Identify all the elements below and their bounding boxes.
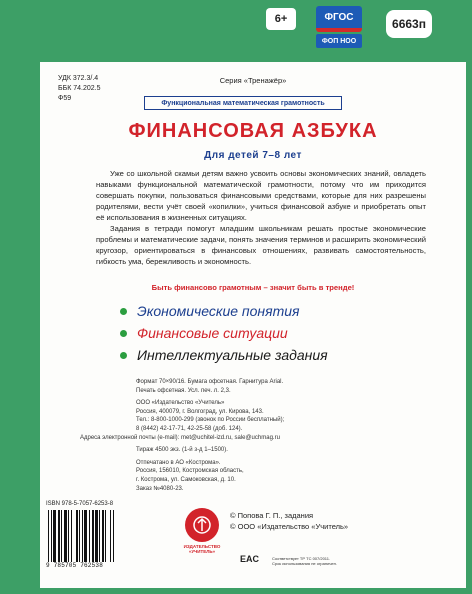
- bullet-dot-icon: [120, 330, 127, 337]
- barcode-bar: [76, 510, 78, 562]
- barcode-bar: [82, 510, 83, 562]
- barcode-bar: [58, 510, 60, 562]
- description-paragraph: Задания в тетради помогут младшим школьникам решать простые экономические проблемы и математические задачи, понять значения терминов и расширить экономический кругозор, ориентироваться в финансовых отношениях, развивать самостоятельность, гибкость ума, бережливость и экономность.: [96, 224, 426, 266]
- series-label: Серия «Тренажёр»: [219, 76, 287, 85]
- imprint-phone: 8 (8442) 42-17-71, 42-25-58 (доб. 124).: [136, 425, 243, 432]
- imprint-order: Заказ №4080-23.: [136, 485, 184, 492]
- barcode-digits: 9 785705 762538: [46, 562, 104, 569]
- barcode-bar: [113, 510, 114, 562]
- bullet-dot-icon: [120, 352, 127, 359]
- copyright-line: © ООО «Издательство «Учитель»: [230, 522, 349, 531]
- barcode-bar: [92, 510, 94, 562]
- cert-line: Соответствует ТР ТС 007/2011.: [272, 556, 331, 561]
- topic-item: [120, 300, 420, 322]
- barcode-bar: [79, 510, 80, 562]
- barcode-bar: [105, 510, 106, 562]
- fgos-label: ФГОС: [316, 6, 362, 32]
- publisher-emblem-icon: [185, 508, 219, 542]
- eac-mark-icon: EAC: [240, 554, 260, 564]
- barcode-bar: [84, 510, 87, 562]
- barcode-bar: [68, 510, 69, 562]
- copyright-line: © Попова Г. П., задания: [230, 511, 314, 520]
- cert-line: Срок использования не ограничен.: [272, 561, 337, 566]
- description: [96, 168, 426, 267]
- imprint-address: Россия, 400079, г. Волгоград, ул. Кирова, 143.: [136, 408, 264, 415]
- imprint-format: Формат 70×90/16. Бумага офсетная. Гарнитура Arial.: [136, 379, 284, 385]
- catalog-code-badge: 6663п: [386, 10, 432, 38]
- age-rating-badge: 6+: [266, 8, 296, 30]
- back-cover-page: [40, 62, 466, 588]
- imprint-email: Адреса электронной почты (e-mail): met@uchitel-izd.ru, sale@uchmag.ru: [80, 434, 280, 441]
- barcode-area: [40, 501, 144, 583]
- fgos-logo: [316, 6, 362, 52]
- book-title: ФИНАНСОВАЯ АЗБУКА: [128, 120, 378, 142]
- barcode-bar: [61, 510, 62, 562]
- barcode-bar: [64, 510, 67, 562]
- topic-label: Финансовые ситуации: [137, 325, 288, 341]
- udk-line: УДК 372.3/.4: [58, 75, 99, 82]
- imprint-info: [80, 378, 460, 493]
- imprint-tirazh: Тираж 4500 экз. (1-й з-д 1–1500).: [136, 447, 228, 454]
- topic-item: [120, 344, 420, 366]
- imprint-printer-street: г. Кострома, ул. Самоковская, д. 10.: [136, 476, 236, 483]
- topic-item: [120, 322, 420, 344]
- barcode-icon: [46, 510, 138, 570]
- publisher-logo-text: ИЗДАТЕЛЬСТВО «УЧИТЕЛЬ»: [183, 544, 221, 554]
- topic-list: [120, 300, 420, 366]
- isbn: ISBN 978-5-7057-6253-8: [46, 501, 114, 507]
- slogan: Быть финансово грамотным – значит быть в тренде!: [151, 283, 355, 292]
- imprint-printed-at: Отпечатано в АО «Кострома».: [136, 459, 221, 466]
- barcode-bar: [99, 510, 100, 562]
- barcode-bar: [48, 510, 49, 562]
- topic-label: Экономические понятия: [137, 303, 300, 319]
- imprint-printer-address: Россия, 156010, Костромская область,: [136, 468, 244, 475]
- imprint-print: Печать офсетная. Усл. печ. л. 2,3.: [136, 387, 231, 394]
- subject-box: Функциональная математическая грамотность: [144, 96, 342, 110]
- publisher-logo: [180, 508, 224, 554]
- topic-label: Интеллектуальные задания: [137, 347, 328, 363]
- description-paragraph: Уже со школьной скамьи детям важно усвоить основы экономических знаний, овладеть навыками функциональной математической грамотности, потому что им приходится совершать покупки, пользоваться финансовыми средствами, которые для них разрешены родителями, вести учёт своей «копилки», учиться финансовой азбуке и приобретать опыт её использования в жизненных ситуациях.: [96, 169, 426, 222]
- barcode-bar: [71, 510, 72, 562]
- barcode-bar: [95, 510, 98, 562]
- barcode-bar: [102, 510, 104, 562]
- author-mark-line: Ф59: [58, 95, 72, 102]
- bbk-line: ББК 74.202.5: [58, 85, 101, 92]
- fop-noo-label: ФОП НОО: [316, 34, 362, 48]
- barcode-bar: [53, 510, 56, 562]
- imprint-phone: Тел.: 8-800-1000-299 (звонок по России бесплатный);: [136, 417, 285, 424]
- copyright-block: [230, 510, 348, 532]
- barcode-bar: [89, 510, 90, 562]
- barcode-bar: [110, 510, 111, 562]
- imprint-publisher: ООО «Издательство «Учитель»: [136, 400, 225, 407]
- book-subtitle: Для детей 7–8 лет: [204, 150, 302, 161]
- certification-note: [272, 556, 337, 566]
- barcode-bar: [51, 510, 52, 562]
- bullet-dot-icon: [120, 308, 127, 315]
